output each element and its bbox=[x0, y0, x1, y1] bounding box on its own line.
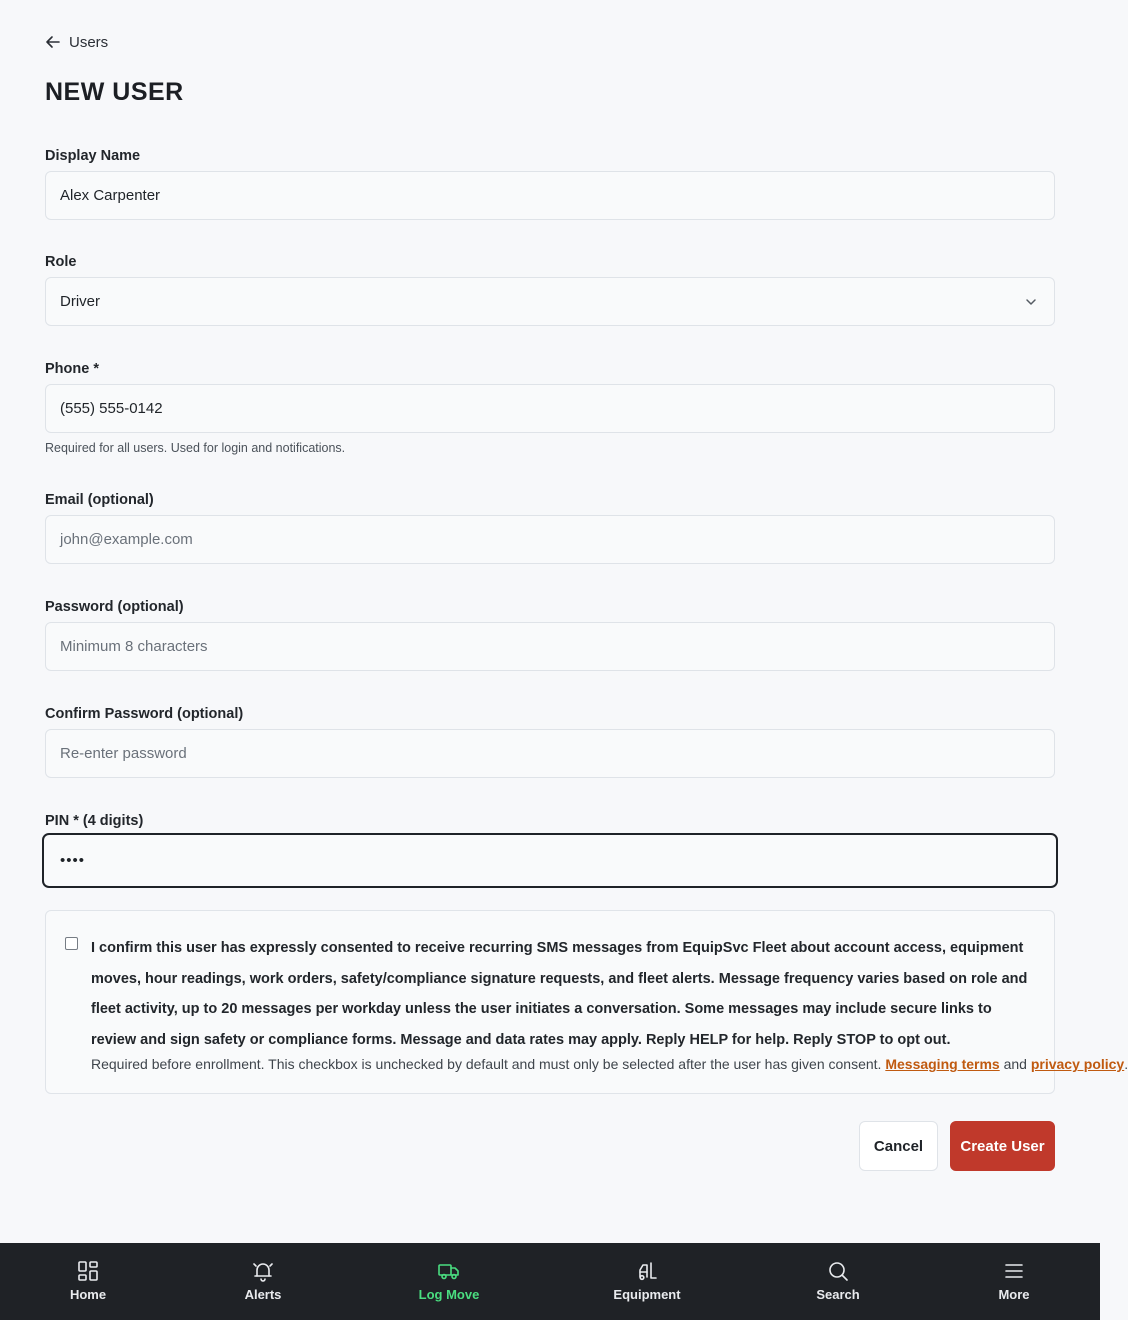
nav-item-equipment[interactable] bbox=[587, 1243, 707, 1320]
role-select[interactable] bbox=[45, 277, 1055, 326]
email-label: Email (optional) bbox=[45, 492, 154, 508]
pin-group bbox=[45, 811, 1055, 888]
nav-label-equipment: Equipment bbox=[613, 1287, 681, 1302]
confirm-password-label: Confirm Password (optional) bbox=[45, 706, 244, 722]
menu-icon bbox=[1002, 1259, 1026, 1283]
grid-icon bbox=[76, 1259, 100, 1283]
email-input[interactable]: john@example.com bbox=[45, 515, 1055, 564]
confirm-password-group bbox=[45, 704, 1055, 778]
bottom-nav bbox=[0, 1243, 1100, 1320]
forklift-icon bbox=[635, 1259, 659, 1283]
role-label: Role bbox=[45, 254, 77, 270]
nav-label-alerts: Alerts bbox=[244, 1287, 282, 1302]
pin-input[interactable]: •••• bbox=[42, 833, 1058, 888]
display-name-label: Display Name bbox=[45, 148, 141, 164]
password-input[interactable]: Minimum 8 characters bbox=[45, 622, 1055, 671]
create-user-button[interactable]: Create User bbox=[950, 1121, 1055, 1171]
search-icon bbox=[826, 1259, 850, 1283]
bell-icon bbox=[251, 1259, 275, 1283]
sms-consent-box bbox=[45, 910, 1128, 1094]
consent-period: . bbox=[1124, 1056, 1128, 1072]
sms-consent-text: I confirm this user has expressly consented to receive recurring SMS messages from EquipSvc Fleet about account access, equipment moves, hour readings, work orders, safety/compliance signature requests, and fleet alerts. Message frequency varies based on role and fleet activity, up to 20 messages per workday unless the user initiates a conversation. Some messages may include secure links to review and sign safety or compliance forms. Message and data rates may apply. Reply HELP for help. Reply STOP to opt out. bbox=[91, 940, 1028, 1048]
nav-label-home: Home bbox=[69, 1287, 107, 1302]
nav-item-alerts[interactable] bbox=[203, 1243, 323, 1320]
sms-consent-checkbox[interactable] bbox=[65, 937, 78, 950]
pin-label: PIN * (4 digits) bbox=[45, 813, 144, 829]
password-label: Password (optional) bbox=[45, 599, 184, 615]
page-title: NEW USER bbox=[45, 78, 184, 106]
chevron-down-icon bbox=[1024, 295, 1038, 309]
phone-help-text: Required for all users. Used for login and notifications. bbox=[45, 441, 346, 455]
role-selected-value: Driver bbox=[60, 293, 100, 310]
arrow-left-icon bbox=[45, 34, 61, 50]
confirm-password-input[interactable]: Re-enter password bbox=[45, 729, 1055, 778]
back-to-users-link[interactable] bbox=[45, 30, 108, 54]
password-group bbox=[45, 597, 1055, 671]
phone-input[interactable]: (555) 555-0142 bbox=[45, 384, 1055, 433]
display-name-input[interactable]: Alex Carpenter bbox=[45, 171, 1055, 220]
nav-item-home[interactable] bbox=[28, 1243, 148, 1320]
phone-label: Phone * bbox=[45, 361, 99, 377]
consent-note-text: Required before enrollment. This checkbox is unchecked by default and must only be selected after the user has given consent. bbox=[91, 1056, 882, 1072]
cancel-button[interactable]: Cancel bbox=[859, 1121, 938, 1171]
email-group bbox=[45, 490, 1055, 564]
nav-label-more: More bbox=[998, 1287, 1030, 1302]
phone-group bbox=[45, 359, 1055, 455]
consent-and-text: and bbox=[1003, 1056, 1027, 1072]
messaging-terms-link[interactable]: Messaging terms bbox=[885, 1056, 1000, 1072]
nav-item-more[interactable] bbox=[954, 1243, 1074, 1320]
sms-consent-note bbox=[91, 1054, 1128, 1074]
nav-item-search[interactable] bbox=[778, 1243, 898, 1320]
display-name-group bbox=[45, 146, 1055, 220]
role-group bbox=[45, 252, 1055, 326]
nav-item-log-move[interactable] bbox=[389, 1243, 509, 1320]
nav-label-log-move: Log Move bbox=[418, 1287, 480, 1302]
nav-label-search: Search bbox=[816, 1287, 860, 1302]
truck-icon bbox=[437, 1259, 461, 1283]
privacy-policy-link[interactable]: privacy policy bbox=[1030, 1056, 1125, 1072]
back-label: Users bbox=[69, 33, 109, 51]
